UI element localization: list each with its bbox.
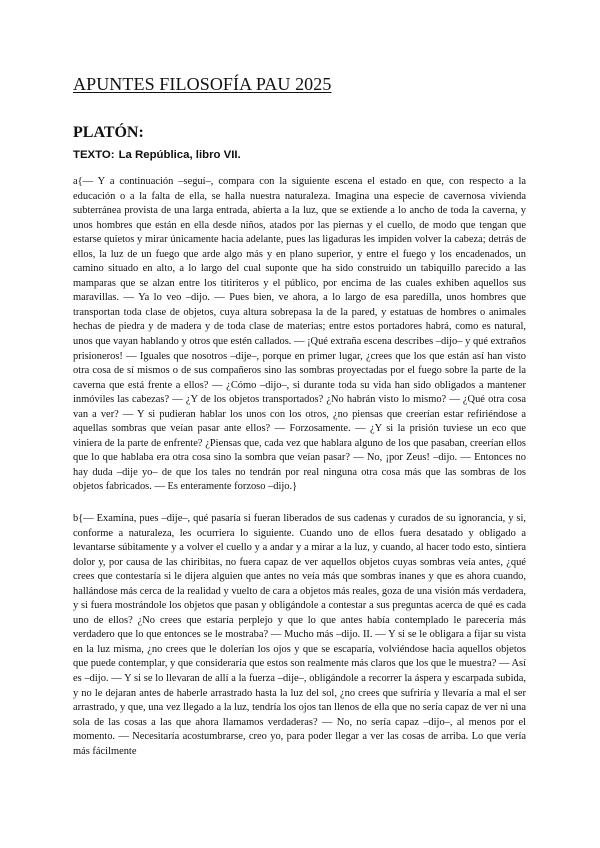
author-heading: PLATÓN:	[73, 124, 144, 141]
text-label: TEXTO:	[73, 149, 115, 161]
paragraph-b: b{— Examina, pues –dije–, qué pasaría si fueran liberados de sus cadenas y curados de su ignorancia, y si, conforme a naturaleza, les ocurriera lo siguiente. Cuando uno de ellos fuera desatado y obligado a levantarse súbitamente y a volver el cuello y a andar y a mirar a la luz, y cuando, al hacer todo esto, sintiera dolor y, por causa de las chiribitas, no fuera capaz de ver aquellos objetos cuyas sombras veía antes, ¿qué crees que contestaría si le dijera alguien que antes no veía más que sombras inanes y que es ahora cuando, hallándose más cerca de la realidad y vuelto de cara a objetos más reales, goza de una visión más verdadera, y si fuera mostrándole los objetos que pasan y obligándole a contestar a sus preguntas acerca de qué es cada uno de ellos? ¿No crees que estaría perplejo y que lo que antes había contemplado le parecería más verdadero que lo que entonces se le mostraba? — Mucho más –dijo. II. — Y si se le obligara a fijar su vista en la luz misma, ¿no crees que le dolerían los ojos y que se escaparía, volviéndose hacia aquellos objetos que puede contemplar, y que consideraría que estos son realmente más claros que los que le muestra? — Así es –dijo. — Y si se lo llevaran de allí a la fuerza –dije–, obligándole a recorrer la áspera y escarpada subida, y no le dejaran antes de haberle arrastrado hasta la luz del sol, ¿no crees que sufriría y llevaría a mal el ser arrastrado, y que, una vez llegado a la luz, tendría los ojos tan llenos de ella que no sería capaz de ver ni una sola de las cosas a las que ahora llamamos verdaderas? — No, no sería capaz –dijo–, al menos por el momento. — Necesitaría acostumbrarse, creo yo, para poder llegar a ver las cosas de arriba. Lo que vería más fácilmente	[73, 513, 526, 757]
paragraph-a: a{— Y a continuación –seguí–, compara con la siguiente escena el estado en que, con respecto a la educación o a la falta de ella, se halla nuestra naturaleza. Imagina una especie de cavernosa vivienda subterránea provista de una larga entrada, abierta a la luz, que se extiende a lo ancho de toda la caverna, y unos hombres que están en ella desde niños, atados por las piernas y el cuello, de modo que tengan que estarse quietos y mirar únicamente hacia adelante, pues las ligaduras les impiden volver la cabeza; detrás de ellos, la luz de un fuego que arde algo más y en plano superior, y entre el fuego y los encadenados, un camino situado en alto, a lo largo del cual suponte que ha sido construido un tabiquillo parecido a las mamparas que se alzan entre los titiriteros y el público, por encima de las cuales exhiben aquellos sus maravillas. — Ya lo veo –dijo. — Pues bien, ve ahora, a lo largo de esa paredilla, unos hombres que transportan toda clase de objetos, cuya altura sobrepasa la de la pared, y estatuas de hombres o animales hechas de piedra y de madera y de toda clase de materias; entre estos portadores habrá, como es natural, unos que vayan hablando y otros que estén callados. — ¡Qué extraña escena describes –dijo– y qué extraños prisioneros! — Iguales que nosotros –dije–, porque en primer lugar, ¿crees que los que están así han visto otra cosa de sí mismos o de sus compañeros sino las sombras proyectadas por el fuego sobre la parte de la caverna que está frente a ellos? — ¿Cómo –dijo–, si durante toda su vida han sido obligados a mantener inmóviles las cabezas? — ¿Y de los objetos transportados? ¿No habrán visto lo mismo? — ¿Qué otra cosa van a ver? — Y si pudieran hablar los unos con los otros, ¿no piensas que creerían estar refiriéndose a aquellas sombras que veían pasar ante ellos? — Forzosamente. — ¿Y si la prisión tuviese un eco que viniera de la parte de enfrente? ¿Piensas que, cada vez que hablara alguno de los que pasaban, creerían ellos que lo que hablaba era otra cosa sino la sombra que veían pasar? — No, ¡por Zeus! –dijo. — Entonces no hay duda –dije yo– de que los tales no tendrán por real ninguna otra cosa más que las sombras de los objetos fabricados. — Es enteramente forzoso –dijo.}	[73, 176, 526, 493]
text-source-line	[73, 149, 241, 161]
document-title: APUNTES FILOSOFÍA PAU 2025	[73, 74, 332, 94]
text-source-title: La República, libro VII.	[118, 149, 241, 161]
